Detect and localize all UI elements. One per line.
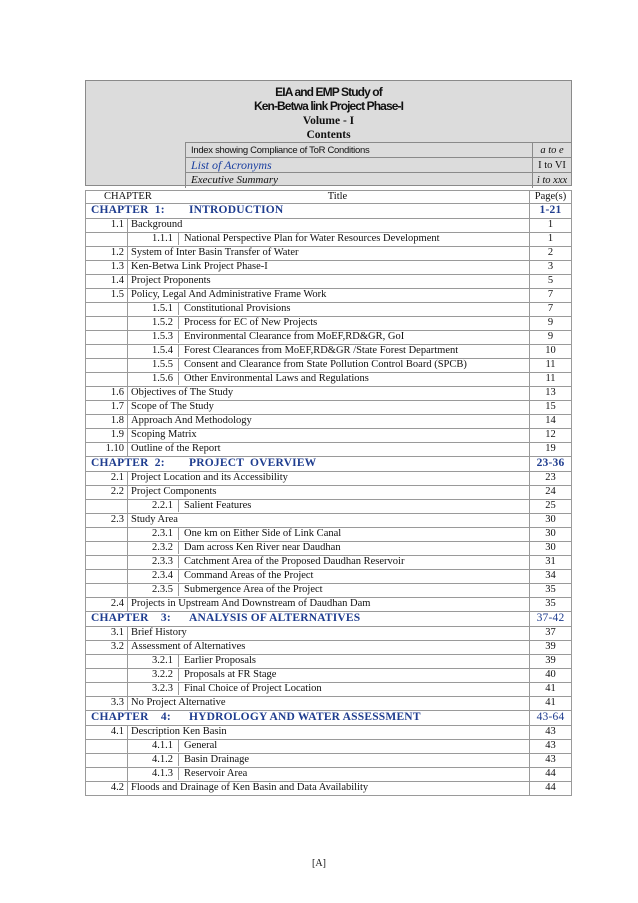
page-number: 1-21: [530, 204, 572, 219]
subsection-cell: [128, 655, 530, 669]
chapter-heading-cell: [86, 612, 530, 627]
volume-label: Volume - I: [302, 115, 355, 127]
section-number: 1.6: [86, 387, 128, 401]
subsection-cell: [128, 768, 530, 782]
section-row: [86, 486, 572, 500]
subsection-title[interactable]: Command Areas of the Project: [184, 570, 314, 581]
subsection-indent-cell: [86, 768, 128, 782]
section-number: 1.1: [86, 219, 128, 233]
section-row: [86, 289, 572, 303]
executive-summary-label: Executive Summary: [191, 174, 279, 186]
subsection-number: 2.2.1: [128, 500, 179, 512]
column-title-label: Title: [327, 191, 348, 202]
subsection-row: [86, 754, 572, 768]
contents-label: Contents: [306, 129, 351, 141]
section-row: [86, 782, 572, 796]
subsection-number: 1.5.2: [128, 317, 179, 329]
section-number: 1.8: [86, 415, 128, 429]
subsection-number: 2.3.2: [128, 542, 179, 554]
header-row-summary: [185, 172, 571, 188]
subsection-row: [86, 669, 572, 683]
subsection-row: [86, 542, 572, 556]
section-title[interactable]: Brief History: [128, 627, 530, 641]
section-row: [86, 247, 572, 261]
report-title-line1: EIA and EMP Study of: [275, 85, 382, 99]
section-title[interactable]: Objectives of The Study: [128, 387, 530, 401]
subsection-indent-cell: [86, 556, 128, 570]
subsection-indent-cell: [86, 584, 128, 598]
page-number: 7: [530, 289, 572, 303]
chapter-heading-cell: [86, 711, 530, 726]
page-number: 41: [530, 697, 572, 711]
subsection-row: [86, 500, 572, 514]
page-number: 10: [530, 345, 572, 359]
subsection-number: 3.2.1: [128, 655, 179, 667]
subsection-row: [86, 683, 572, 697]
page-number: 14: [530, 415, 572, 429]
subsection-indent-cell: [86, 528, 128, 542]
subsection-indent-cell: [86, 373, 128, 387]
subsection-cell: [128, 317, 530, 331]
page-number: 40: [530, 669, 572, 683]
subsection-title[interactable]: Submergence Area of the Project: [184, 584, 323, 595]
subsection-title[interactable]: Forest Clearances from MoEF,RD&GR /State Forest Department: [184, 345, 459, 356]
contents-table: [85, 190, 572, 796]
subsection-number: 3.2.2: [128, 669, 179, 681]
subsection-row: [86, 570, 572, 584]
report-title-line2: Ken-Betwa link Project Phase-I: [253, 99, 404, 113]
page-number: 37: [530, 627, 572, 641]
page-number: 37-42: [530, 612, 572, 627]
subsection-cell: [128, 584, 530, 598]
section-title[interactable]: Ken-Betwa Link Project Phase-I: [128, 261, 530, 275]
page-number: 41: [530, 683, 572, 697]
page-number: 1: [530, 233, 572, 247]
page-number: 30: [530, 514, 572, 528]
section-row: [86, 726, 572, 740]
subsection-title[interactable]: Basin Drainage: [184, 754, 250, 765]
subsection-title[interactable]: One km on Either Side of Link Canal: [184, 528, 342, 539]
page-number: 43: [530, 726, 572, 740]
chapter-heading-cell: [86, 457, 530, 472]
column-chapter-label: CHAPTER: [104, 191, 152, 202]
subsection-cell: [128, 754, 530, 768]
page-number: 11: [530, 373, 572, 387]
page-number: 11: [530, 359, 572, 373]
page-number: 7: [530, 303, 572, 317]
chapter-heading-cell: [86, 204, 530, 219]
section-title[interactable]: Projects in Upstream And Downstream of Daudhan Dam: [128, 598, 530, 612]
page-number: 23-36: [530, 457, 572, 472]
section-row: [86, 387, 572, 401]
section-row: [86, 514, 572, 528]
subsection-indent-cell: [86, 359, 128, 373]
acronyms-link[interactable]: List of Acronyms: [191, 158, 272, 172]
subsection-row: [86, 528, 572, 542]
page-number: 30: [530, 528, 572, 542]
page-number: 43: [530, 740, 572, 754]
section-row: [86, 275, 572, 289]
subsection-cell: [128, 528, 530, 542]
page-number: 35: [530, 584, 572, 598]
subsection-number: 1.1.1: [128, 233, 179, 245]
subsection-row: [86, 317, 572, 331]
subsection-row: [86, 345, 572, 359]
subsection-indent-cell: [86, 655, 128, 669]
subsection-row: [86, 768, 572, 782]
subsection-number: 4.1.2: [128, 754, 179, 766]
subsection-cell: [128, 359, 530, 373]
subsection-title[interactable]: Earlier Proposals: [184, 655, 257, 666]
subsection-number: 4.1.1: [128, 740, 179, 752]
subsection-indent-cell: [86, 669, 128, 683]
subsection-indent-cell: [86, 740, 128, 754]
section-number: 1.4: [86, 275, 128, 289]
table-header-row: [86, 191, 572, 204]
section-row: [86, 261, 572, 275]
section-number: 1.5: [86, 289, 128, 303]
section-row: [86, 429, 572, 443]
page-number: 39: [530, 655, 572, 669]
subsection-indent-cell: [86, 542, 128, 556]
subsection-number: 2.3.4: [128, 570, 179, 582]
section-title[interactable]: System of Inter Basin Transfer of Water: [128, 247, 530, 261]
chapter-row: [86, 612, 572, 627]
section-row: [86, 401, 572, 415]
page-number: 30: [530, 542, 572, 556]
subsection-cell: [128, 740, 530, 754]
subsection-number: 2.3.5: [128, 584, 179, 596]
subsection-row: [86, 233, 572, 247]
subsection-title[interactable]: Constitutional Provisions: [184, 303, 291, 314]
subsection-number: 4.1.3: [128, 768, 179, 780]
tor-index-label: Index showing Compliance of ToR Conditions: [191, 145, 370, 156]
subsection-cell: [128, 345, 530, 359]
chapter-row: [86, 711, 572, 726]
section-title[interactable]: Project Components: [128, 486, 530, 500]
section-number: 1.9: [86, 429, 128, 443]
subsection-row: [86, 740, 572, 754]
chapter-title[interactable]: ANALYSIS OF ALTERNATIVES: [189, 612, 361, 624]
subsection-number: 2.3.3: [128, 556, 179, 568]
subsection-indent-cell: [86, 317, 128, 331]
subsection-cell: [128, 500, 530, 514]
section-row: [86, 627, 572, 641]
header-row-acronyms: [185, 157, 571, 173]
subsection-number: 3.2.3: [128, 683, 179, 695]
subsection-indent-cell: [86, 303, 128, 317]
section-title[interactable]: Study Area: [128, 514, 530, 528]
subsection-row: [86, 373, 572, 387]
subsection-number: 1.5.6: [128, 373, 179, 385]
chapter-row: [86, 204, 572, 219]
subsection-title[interactable]: Dam across Ken River near Daudhan: [184, 542, 341, 553]
section-number: 3.2: [86, 641, 128, 655]
page-number: 24: [530, 486, 572, 500]
section-title[interactable]: Floods and Drainage of Ken Basin and Data Availability: [128, 782, 530, 796]
section-row: [86, 598, 572, 612]
page-number: 1: [530, 219, 572, 233]
section-number: 1.2: [86, 247, 128, 261]
section-title[interactable]: Project Proponents: [128, 275, 530, 289]
subsection-indent-cell: [86, 500, 128, 514]
section-row: [86, 472, 572, 486]
subsection-row: [86, 655, 572, 669]
subsection-number: 1.5.3: [128, 331, 179, 343]
section-number: 1.10: [86, 443, 128, 457]
subsection-cell: [128, 556, 530, 570]
section-title[interactable]: Outline of the Report: [128, 443, 530, 457]
subsection-cell: [128, 570, 530, 584]
subsection-number: 1.5.4: [128, 345, 179, 357]
subsection-title[interactable]: Environmental Clearance from MoEF,RD&GR, GoI: [184, 331, 405, 342]
chapter-label: CHAPTER 1:: [91, 204, 165, 216]
subsection-title[interactable]: Proposals at FR Stage: [184, 669, 277, 680]
section-number: 2.4: [86, 598, 128, 612]
chapter-title[interactable]: INTRODUCTION: [189, 204, 284, 216]
subsection-cell: [128, 303, 530, 317]
page-number: 13: [530, 387, 572, 401]
subsection-cell: [128, 669, 530, 683]
subsection-title[interactable]: National Perspective Plan for Water Resources Development: [184, 233, 440, 244]
section-number: 4.2: [86, 782, 128, 796]
subsection-row: [86, 584, 572, 598]
section-number: 2.3: [86, 514, 128, 528]
page-number: 19: [530, 443, 572, 457]
page-number: 44: [530, 782, 572, 796]
page-footer: [A]: [312, 858, 326, 869]
subsection-title[interactable]: Final Choice of Project Location: [184, 683, 322, 694]
subsection-row: [86, 359, 572, 373]
subsection-cell: [128, 683, 530, 697]
section-number: 1.7: [86, 401, 128, 415]
subsection-number: 1.5.1: [128, 303, 179, 315]
chapter-row: [86, 457, 572, 472]
section-number: 1.3: [86, 261, 128, 275]
subsection-cell: [128, 373, 530, 387]
subsection-row: [86, 303, 572, 317]
column-pages-label: Page(s): [530, 191, 572, 204]
subsection-indent-cell: [86, 570, 128, 584]
tor-index-page: a to e: [532, 143, 571, 158]
subsection-number: 1.5.5: [128, 359, 179, 371]
section-row: [86, 415, 572, 429]
acronyms-page: I to VI: [532, 158, 571, 173]
section-row: [86, 219, 572, 233]
subsection-indent-cell: [86, 331, 128, 345]
page-number: 5: [530, 275, 572, 289]
page-number: 43: [530, 754, 572, 768]
subsection-indent-cell: [86, 345, 128, 359]
page-number: 25: [530, 500, 572, 514]
chapter-title[interactable]: HYDROLOGY AND WATER ASSESSMENT: [189, 711, 421, 723]
subsection-row: [86, 331, 572, 345]
contents-header-block: [85, 80, 572, 186]
page-number: 34: [530, 570, 572, 584]
section-title[interactable]: No Project Alternative: [128, 697, 530, 711]
section-title[interactable]: Assessment of Alternatives: [128, 641, 530, 655]
section-title[interactable]: Background: [128, 219, 530, 233]
chapter-title[interactable]: PROJECT OVERVIEW: [189, 457, 317, 469]
section-title[interactable]: Approach And Methodology: [128, 415, 530, 429]
page-number: 43-64: [530, 711, 572, 726]
section-number: 2.1: [86, 472, 128, 486]
subsection-cell: [128, 542, 530, 556]
page-number: 35: [530, 598, 572, 612]
section-number: 3.3: [86, 697, 128, 711]
subsection-title[interactable]: Reservoir Area: [184, 768, 248, 779]
subsection-cell: [128, 233, 530, 247]
page-number: 9: [530, 317, 572, 331]
section-title[interactable]: Project Location and its Accessibility: [128, 472, 530, 486]
executive-summary-page: i to xxx: [532, 173, 571, 188]
subsection-title[interactable]: Process for EC of New Projects: [184, 317, 318, 328]
page-number: 44: [530, 768, 572, 782]
chapter-label: CHAPTER 2:: [91, 457, 165, 469]
section-title[interactable]: Scoping Matrix: [128, 429, 530, 443]
subsection-indent-cell: [86, 754, 128, 768]
section-row: [86, 697, 572, 711]
section-title[interactable]: Policy, Legal And Administrative Frame Work: [128, 289, 530, 303]
section-number: 4.1: [86, 726, 128, 740]
subsection-indent-cell: [86, 233, 128, 247]
page-number: 9: [530, 331, 572, 345]
page-number: 15: [530, 401, 572, 415]
page-number: 23: [530, 472, 572, 486]
chapter-label: CHAPTER 3:: [91, 612, 171, 624]
section-row: [86, 641, 572, 655]
section-title[interactable]: Scope of The Study: [128, 401, 530, 415]
header-row-tor: [185, 142, 571, 158]
chapter-label: CHAPTER 4:: [91, 711, 171, 723]
page-number: 31: [530, 556, 572, 570]
section-number: 3.1: [86, 627, 128, 641]
page-number: 39: [530, 641, 572, 655]
header-chapter-title-cell: [86, 191, 530, 204]
page-number: 12: [530, 429, 572, 443]
page-number: 2: [530, 247, 572, 261]
header-panel: [85, 80, 572, 186]
subsection-title[interactable]: Salient Features: [184, 500, 252, 511]
subsection-row: [86, 556, 572, 570]
subsection-number: 2.3.1: [128, 528, 179, 540]
section-number: 2.2: [86, 486, 128, 500]
subsection-title[interactable]: Other Environmental Laws and Regulations: [184, 373, 369, 384]
subsection-title[interactable]: Consent and Clearance from State Pollution Control Board (SPCB): [184, 359, 467, 370]
subsection-cell: [128, 331, 530, 345]
subsection-title[interactable]: Catchment Area of the Proposed Daudhan Reservoir: [184, 556, 405, 567]
page-number: 3: [530, 261, 572, 275]
section-title[interactable]: Description Ken Basin: [128, 726, 530, 740]
section-row: [86, 443, 572, 457]
subsection-indent-cell: [86, 683, 128, 697]
subsection-title[interactable]: General: [184, 740, 218, 751]
